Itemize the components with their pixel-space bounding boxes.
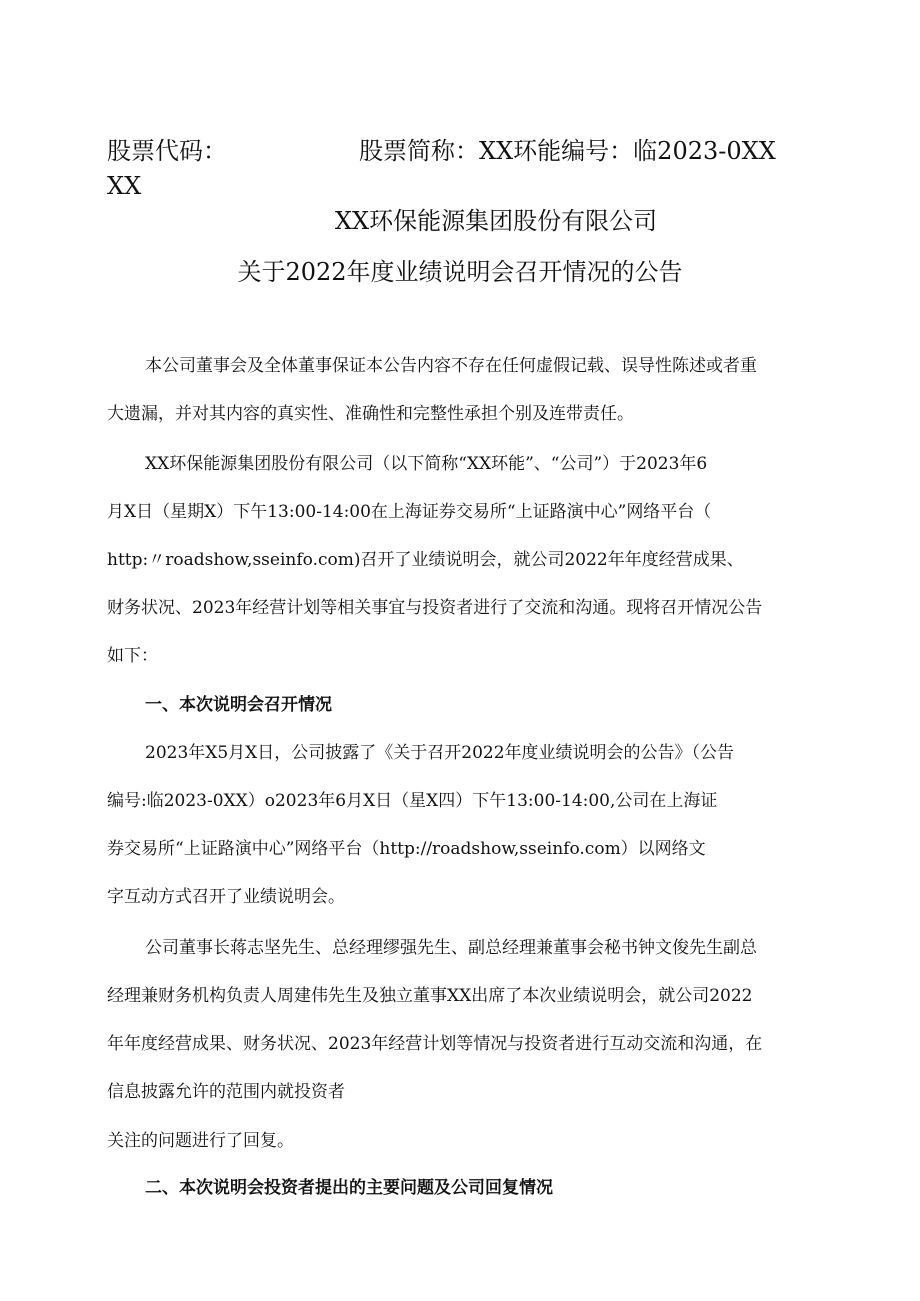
paragraph-line: 公司董事长蒋志坚先生、总经理缪强先生、副总经理兼董事会秘书钟文俊先生副总 [145,938,757,958]
paragraph-line: 关注的问题进行了回复。 [107,1131,294,1151]
paragraph-line: 如下： [107,646,158,666]
paragraph-line: 年年度经营成果、财务状况、2023年经营计划等情况与投资者进行互动交流和沟通，在 [107,1034,763,1054]
paragraph-line: http:〃roadshow,sseinfo.com)召开了业绩说明会，就公司2022年年度经营成果、 [107,550,744,570]
company-title: XX环保能源集团股份有限公司 [334,207,658,235]
stock-code-label: 股票代码： [107,137,227,165]
announcement-title: 关于2022年度业绩说明会召开情况的公告 [237,258,683,286]
paragraph-line: 券交易所“上证路演中心”网络平台（http://roadshow,sseinfo.com）以网络文 [107,839,706,859]
paragraph-line: 编号:临2023-0XX）o2023年6月X日（星X四）下午13:00-14:00,公司在上海证 [107,791,718,811]
paragraph-line: 月X日（星期X）下午13:00-14:00在上海证券交易所“上证路演中心”网络平台（ [107,502,712,522]
section-heading-2: 二、本次说明会投资者提出的主要问题及公司回复情况 [145,1178,553,1198]
stock-abbr-and-number: 股票简称：XX环能编号：临2023-0XX [359,137,776,165]
stock-header [107,133,776,169]
paragraph-line: XX环保能源集团股份有限公司（以下简称“XX环能”、“公司”）于2023年6 [145,454,708,474]
paragraph-line: 本公司董事会及全体董事保证本公告内容不存在任何虚假记载、误导性陈述或者重 [145,356,757,376]
section-heading-1: 一、本次说明会召开情况 [145,695,332,715]
stock-code-value: XX [107,172,142,200]
paragraph-line: 信息披露允许的范围内就投资者 [107,1082,345,1102]
paragraph-line: 财务状况、2023年经营计划等相关事宜与投资者进行了交流和沟通。现将召开情况公告 [107,598,763,618]
paragraph-line: 经理兼财务机构负责人周建伟先生及独立董事XX出席了本次业绩说明会，就公司2022 [107,986,753,1006]
paragraph-line: 大遗漏，并对其内容的真实性、准确性和完整性承担个别及连带责任。 [107,404,634,424]
paragraph-line: 2023年X5月X日，公司披露了《关于召开2022年度业绩说明会的公告》（公告 [145,743,735,763]
paragraph-line: 字互动方式召开了业绩说明会。 [107,887,345,907]
